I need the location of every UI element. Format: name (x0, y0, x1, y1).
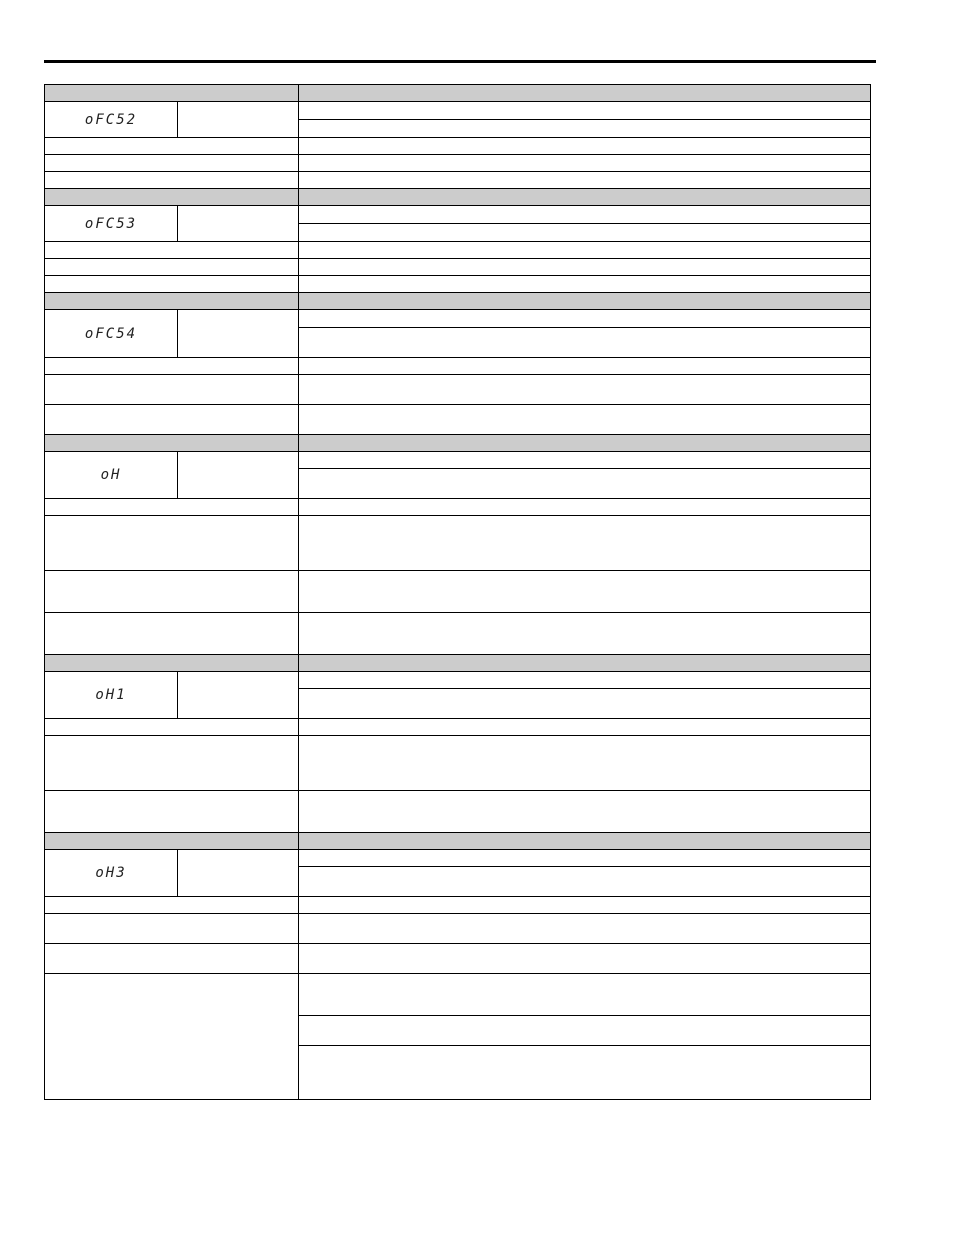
fault-header-left-cell (45, 435, 299, 452)
cause-remedy-row (45, 259, 871, 276)
remedy-cell (299, 375, 871, 405)
remedy-cell (299, 155, 871, 172)
cause-cell (45, 571, 299, 613)
fault-name-cell (178, 850, 299, 897)
fault-code-cell (45, 452, 178, 499)
remedy-cell (299, 358, 871, 375)
fault-description-cell (299, 310, 871, 328)
top-rule (44, 60, 876, 63)
remedy-cell (299, 613, 871, 655)
cause-cell (45, 499, 299, 516)
cause-remedy-row (45, 613, 871, 655)
cause-cell (45, 172, 299, 189)
remedy-cell (299, 944, 871, 974)
cause-remedy-row (45, 736, 871, 791)
fault-header-right-cell (299, 293, 871, 310)
remedy-cell (299, 736, 871, 791)
cause-cell (45, 944, 299, 974)
fault-code-display: oFC52 (84, 111, 138, 128)
remedy-cell (299, 719, 871, 736)
fault-display-row (45, 102, 871, 120)
cause-cell (45, 613, 299, 655)
fault-header-left-cell (45, 189, 299, 206)
cause-cell (45, 974, 299, 1100)
cause-cell (45, 897, 299, 914)
fault-header-row (45, 189, 871, 206)
remedy-cell (299, 242, 871, 259)
fault-header-row (45, 833, 871, 850)
fault-description-cell (299, 469, 871, 499)
cause-remedy-row (45, 944, 871, 974)
fault-code-display: oFC54 (84, 325, 138, 342)
remedy-cell (299, 897, 871, 914)
fault-description-cell (299, 850, 871, 867)
fault-description-cell (299, 224, 871, 242)
remedy-cell (299, 571, 871, 613)
fault-name-cell (178, 672, 299, 719)
cause-cell (45, 914, 299, 944)
fault-header-right-cell (299, 85, 871, 102)
fault-name-cell (178, 102, 299, 138)
fault-description-cell (299, 120, 871, 138)
fault-description-cell (299, 206, 871, 224)
cause-remedy-row (45, 172, 871, 189)
fault-display-row (45, 452, 871, 469)
remedy-cell (299, 172, 871, 189)
remedy-cell (299, 1046, 871, 1100)
fault-description-cell (299, 102, 871, 120)
remedy-cell (299, 974, 871, 1016)
fault-header-row (45, 435, 871, 452)
fault-description-cell (299, 672, 871, 689)
fault-header-row (45, 293, 871, 310)
fault-header-left-cell (45, 85, 299, 102)
cause-remedy-row (45, 276, 871, 293)
fault-description-cell (299, 867, 871, 897)
fault-header-right-cell (299, 435, 871, 452)
cause-remedy-row (45, 914, 871, 944)
cause-cell (45, 155, 299, 172)
fault-name-cell (178, 206, 299, 242)
cause-remedy-row (45, 499, 871, 516)
fault-header-row (45, 655, 871, 672)
cause-cell (45, 719, 299, 736)
cause-remedy-row (45, 375, 871, 405)
fault-header-right-cell (299, 189, 871, 206)
remedy-cell (299, 138, 871, 155)
fault-code-cell (45, 206, 178, 242)
remedy-cell (299, 276, 871, 293)
fault-code-display: oFC53 (84, 215, 138, 232)
cause-cell (45, 736, 299, 791)
fault-header-left-cell (45, 833, 299, 850)
cause-remedy-row (45, 791, 871, 833)
remedy-cell (299, 499, 871, 516)
fault-display-row (45, 672, 871, 689)
cause-cell (45, 516, 299, 571)
cause-remedy-row (45, 897, 871, 914)
cause-cell (45, 358, 299, 375)
remedy-cell (299, 1016, 871, 1046)
cause-cell (45, 276, 299, 293)
cause-cell (45, 405, 299, 435)
fault-name-cell (178, 452, 299, 499)
cause-cell (45, 791, 299, 833)
fault-description-cell (299, 328, 871, 358)
fault-description-cell (299, 689, 871, 719)
fault-code-display: oH (100, 467, 122, 483)
cause-remedy-row (45, 358, 871, 375)
cause-cell (45, 375, 299, 405)
fault-header-left-cell (45, 655, 299, 672)
fault-code-cell (45, 672, 178, 719)
fault-header-left-cell (45, 293, 299, 310)
fault-header-right-cell (299, 655, 871, 672)
cause-remedy-row (45, 516, 871, 571)
fault-display-row (45, 206, 871, 224)
remedy-cell (299, 791, 871, 833)
cause-remedy-row (45, 571, 871, 613)
fault-header-right-cell (299, 833, 871, 850)
cause-cell (45, 259, 299, 276)
remedy-cell (299, 405, 871, 435)
fault-display-row (45, 310, 871, 328)
remedy-cell (299, 516, 871, 571)
remedy-cell (299, 259, 871, 276)
cause-remedy-row (45, 242, 871, 259)
fault-name-cell (178, 310, 299, 358)
fault-display-row (45, 850, 871, 867)
fault-code-display: oH3 (95, 865, 127, 881)
fault-code-cell (45, 102, 178, 138)
fault-table (44, 84, 871, 1100)
fault-description-cell (299, 452, 871, 469)
cause-remedy-row (45, 719, 871, 736)
fault-header-row (45, 85, 871, 102)
cause-remedy-row (45, 405, 871, 435)
cause-remedy-row (45, 974, 871, 1016)
cause-cell (45, 242, 299, 259)
fault-code-cell (45, 310, 178, 358)
fault-code-cell (45, 850, 178, 897)
cause-remedy-row (45, 138, 871, 155)
remedy-cell (299, 914, 871, 944)
fault-code-display: oH1 (95, 687, 127, 703)
cause-remedy-row (45, 155, 871, 172)
cause-cell (45, 138, 299, 155)
